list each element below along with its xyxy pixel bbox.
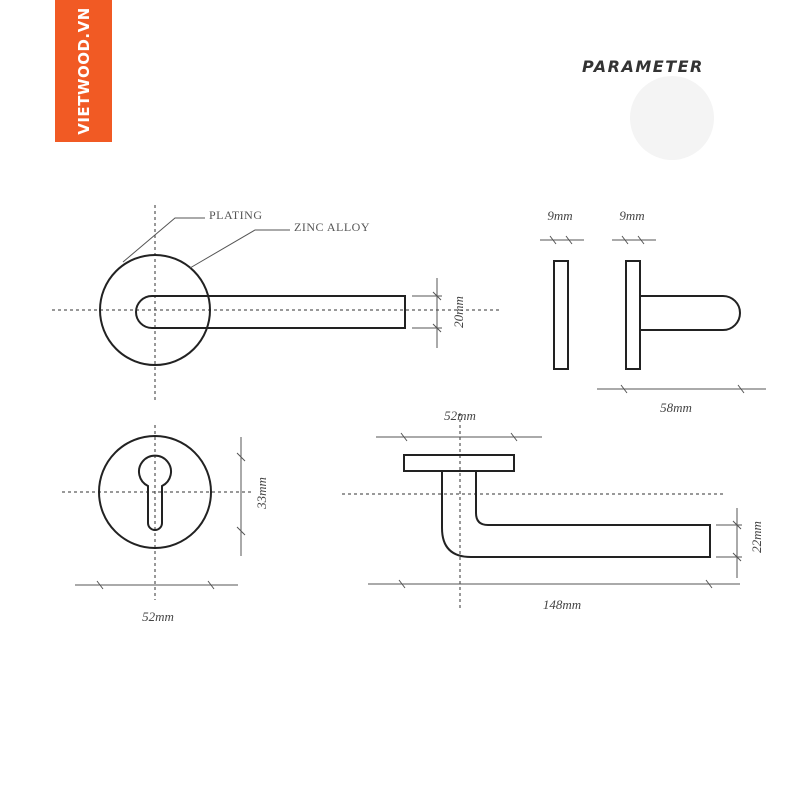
front-lever-arm (136, 296, 405, 328)
page-title: PARAMETER (582, 57, 704, 76)
escutcheon-view (62, 425, 269, 624)
brand-text: VIETWOOD.VN (74, 7, 93, 135)
side-rose-plain (554, 261, 568, 369)
escutcheon-height-label: 33mm (254, 477, 269, 509)
top-view-lever (342, 408, 764, 612)
rose-thickness-right-label: 9mm (619, 208, 645, 223)
title-shadow (630, 76, 714, 160)
top-lever-body (442, 471, 710, 557)
rose-thickness-left-label: 9mm (547, 208, 573, 223)
escutcheon-width-label: 52mm (142, 609, 174, 624)
lever-length-label: 148mm (542, 597, 582, 612)
zinc-alloy-label: ZINC ALLOY (294, 220, 370, 234)
plating-label: PLATING (209, 208, 263, 222)
front-view-lever (52, 205, 500, 400)
projection-label: 58mm (660, 400, 692, 415)
zinc-alloy-leader (190, 230, 290, 268)
top-rose-plate (404, 455, 514, 471)
lever-depth-label: 22mm (749, 521, 764, 553)
lever-height-label: 20mm (451, 296, 466, 328)
side-rose-with-lever (626, 261, 640, 369)
top-rose-width-label: 52mm (444, 408, 476, 423)
side-lever-profile (640, 296, 740, 330)
side-views (540, 208, 766, 415)
